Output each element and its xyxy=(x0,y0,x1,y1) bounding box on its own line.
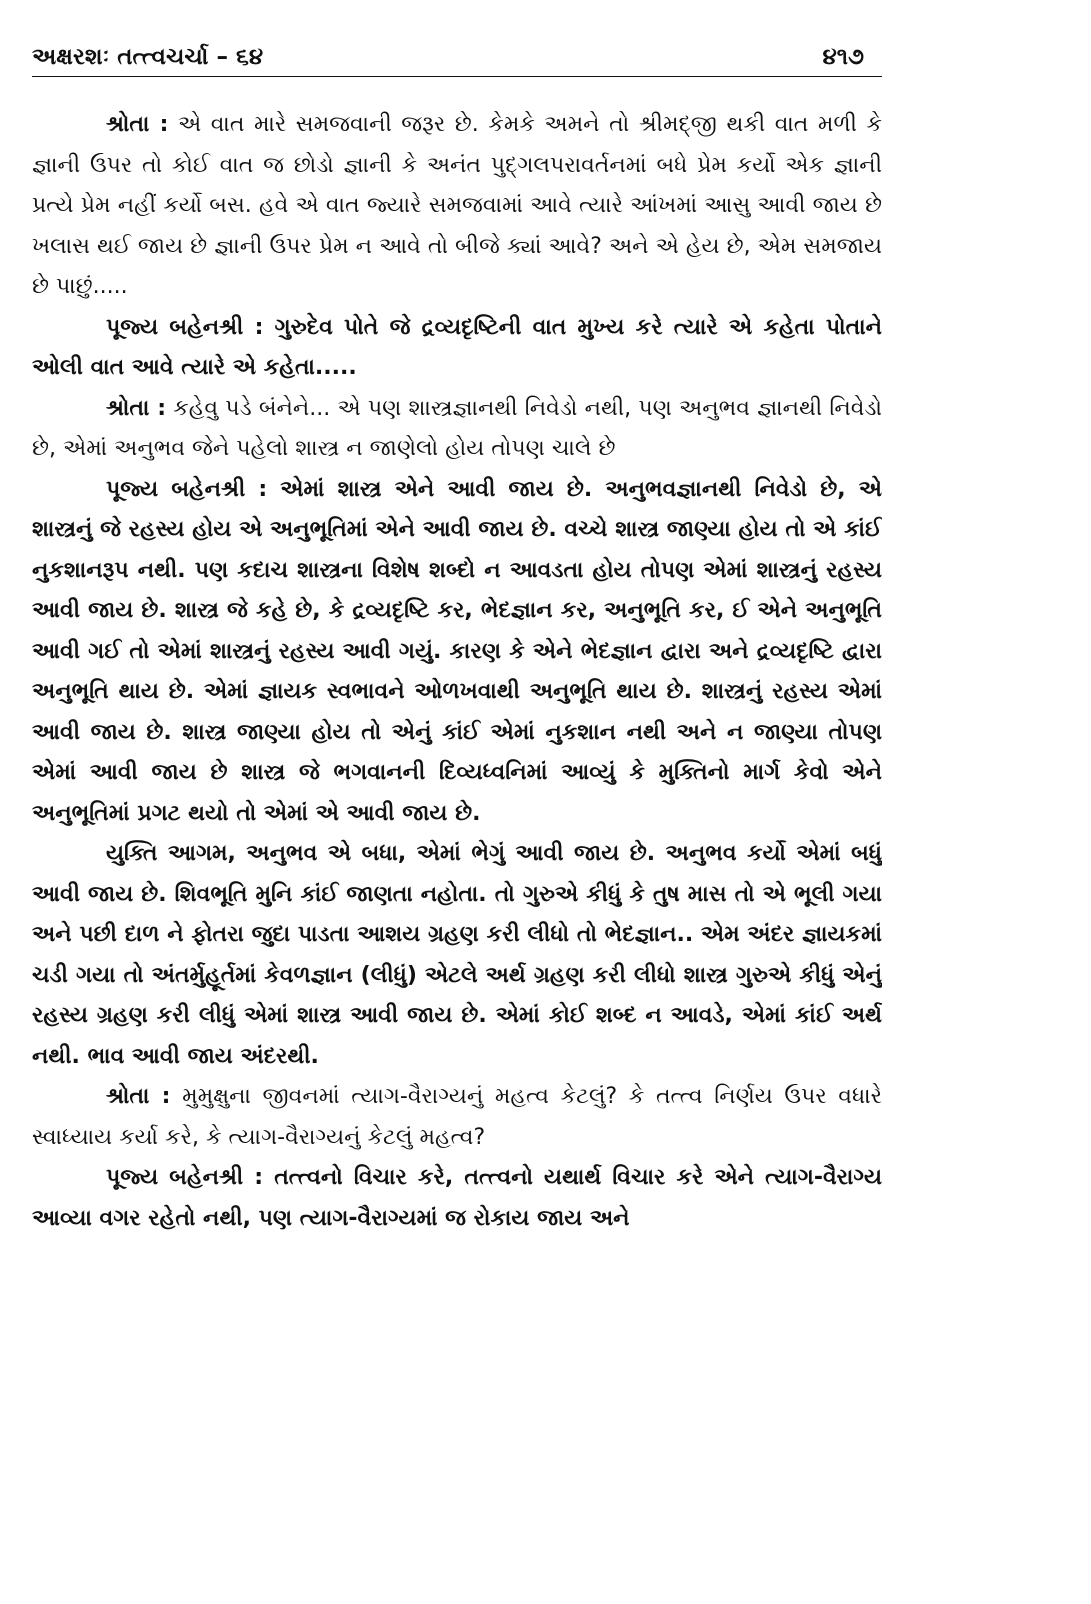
running-header xyxy=(32,40,882,77)
book-page xyxy=(32,40,882,1580)
paragraph-text: તત્ત્વનો વિચાર કરે, તત્ત્વનો યથાર્થ વિચાર કરે એને ત્યાગ-વૈરાગ્ય આવ્યા વગર રહેતો નથી, પણ ત્યાગ-વૈરાગ્યમાં જ રોકાય જાય અને xyxy=(32,1165,882,1231)
paragraph-text: એમાં શાસ્ત્ર એને આવી જાય છે. અનુભવજ્ઞાનથી નિવેડો છે, એ શાસ્ત્રનું જે રહસ્ય હોય એ અનુભૂતિમાં એને આવી જાય છે. વચ્ચે શાસ્ત્ર જાણ્યા હોય તો એ કાંઈ નુકશાનરૂપ નથી. પણ કદાચ શાસ્ત્રના વિશેષ શબ્દો ન આવડતા હોય તોપણ એમાં શાસ્ત્રનું રહસ્ય આવી જાય છે. શાસ્ત્ર જે કહે છે, કે દ્રવ્યદૃષ્ટિ કર, ભેદજ્ઞાન કર, અનુભૂતિ કર, ઈ એને અનુભૂતિ આવી ગઈ તો એમાં શાસ્ત્રનું રહસ્ય આવી ગયું. કારણ કે એને ભેદજ્ઞાન દ્વારા અને દ્રવ્યદૃષ્ટિ દ્વારા અનુભૂતિ થાય છે. એમાં જ્ઞાયક સ્વભાવને ઓળખવાથી અનુભૂતિ થાય છે. શાસ્ત્રનું રહસ્ય એમાં આવી જાય છે. શાસ્ત્ર જાણ્યા હોય તો એનું કાંઈ એમાં નુકશાન નથી અને ન જાણ્યા તોપણ એમાં આવી જાય છે શાસ્ત્ર જે ભગવાનની દિવ્યધ્વનિમાં આવ્યું કે મુક્તિનો માર્ગ કેવો એને અનુભૂતિમાં પ્રગટ થયો તો એમાં એ આવી જાય છે. xyxy=(32,476,882,826)
speaker-label: પૂજ્ય બહેનશ્રી : xyxy=(106,476,268,502)
paragraph-benshri-2 xyxy=(32,470,882,835)
speaker-label: પૂજ્ય બહેનશ્રી : xyxy=(106,314,264,340)
paragraph-text: કહેવુ પડે બંનેને... એ પણ શાસ્ત્રજ્ઞાનથી નિવેડો નથી, પણ અનુભવ જ્ઞાનથી નિવેડો છે, એમાં અનુભવ જેને પહેલો શાસ્ત્ર ન જાણેલો હોય તોપણ ચાલે છે xyxy=(32,395,882,461)
page-number: ૪૧૭ xyxy=(822,44,864,70)
paragraph-text: એ વાત મારે સમજવાની જરૂર છે. કેમકે અમને તો શ્રીમદ્જી થકી વાત મળી કે જ્ઞાની ઉપર તો કોઈ વાત જ છોડો જ્ઞાની કે અનંત પુદ્ગલપરાવર્તનમાં બધે પ્રેમ કર્યો એક જ્ઞાની પ્રત્યે પ્રેમ નહીં કર્યો બસ. હવે એ વાત જ્યારે સમજવામાં આવે ત્યારે આંખમાં આસુ આવી જાય છે ખલાસ થઈ જાય છે જ્ઞાની ઉપર પ્રેમ ન આવે તો બીજે ક્યાં આવે? અને એ હેય છે, એમ સમજાય છે પાછું..... xyxy=(32,112,882,299)
paragraph-listener-2 xyxy=(32,389,882,470)
paragraph-listener-3 xyxy=(32,1077,882,1158)
paragraph-text: યુક્તિ આગમ, અનુભવ એ બધા, એમાં ભેગું આવી જાય છે. અનુભવ કર્યો એમાં બધું આવી જાય છે. શિવભૂતિ મુનિ કાંઈ જાણતા નહોતા. તો ગુરુએ કીધું કે તુષ માસ તો એ ભૂલી ગયા અને પછી દાળ ને ફોતરા જુદા પાડતા આશય ગ્રહણ કરી લીધો તો ભેદજ્ઞાન.. એમ અંદર જ્ઞાયકમાં ચડી ગયા તો અંતર્મુહૂર્તમાં કેવળજ્ઞાન (લીધું) એટલે અર્થ ગ્રહણ કરી લીધો શાસ્ત્ર ગુરુએ કીધું એનું રહસ્ય ગ્રહણ કરી લીધું એમાં શાસ્ત્ર આવી જાય છે. એમાં કોઈ શબ્દ ન આવડે, એમાં કાંઈ અર્થ નથી. ભાવ આવી જાય અંદરથી. xyxy=(32,841,882,1069)
speaker-label: પૂજ્ય બહેનશ્રી : xyxy=(106,1165,264,1190)
paragraph-text: ગુરુદેવ પોતે જે દ્રવ્યદૃષ્ટિની વાત મુખ્ય કરે ત્યારે એ કહેતા પોતાને ઓલી વાત આવે ત્યારે એ કહેતા..... xyxy=(32,314,882,380)
paragraph-text: મુમુક્ષુના જીવનમાં ત્યાગ-વૈરાગ્યનું મહત્વ કેટલું? કે તત્ત્વ નિર્ણય ઉપર વધારે સ્વાધ્યાય કર્યા કરે, કે ત્યાગ-વૈરાગ્યનું કેટલું મહત્વ? xyxy=(32,1084,882,1150)
running-title: અક્ષરશઃ તત્ત્વચર્ચા – ૬૪ xyxy=(32,44,264,70)
paragraph-benshri-1 xyxy=(32,308,882,389)
paragraph-benshri-continued xyxy=(32,834,882,1077)
speaker-label: શ્રોતા : xyxy=(106,1084,171,1109)
page-body xyxy=(32,77,882,1239)
paragraph-listener-1 xyxy=(32,105,882,308)
paragraph-benshri-3 xyxy=(32,1158,882,1239)
speaker-label: શ્રોતા : xyxy=(106,112,169,137)
speaker-label: શ્રોતા : xyxy=(106,395,167,421)
